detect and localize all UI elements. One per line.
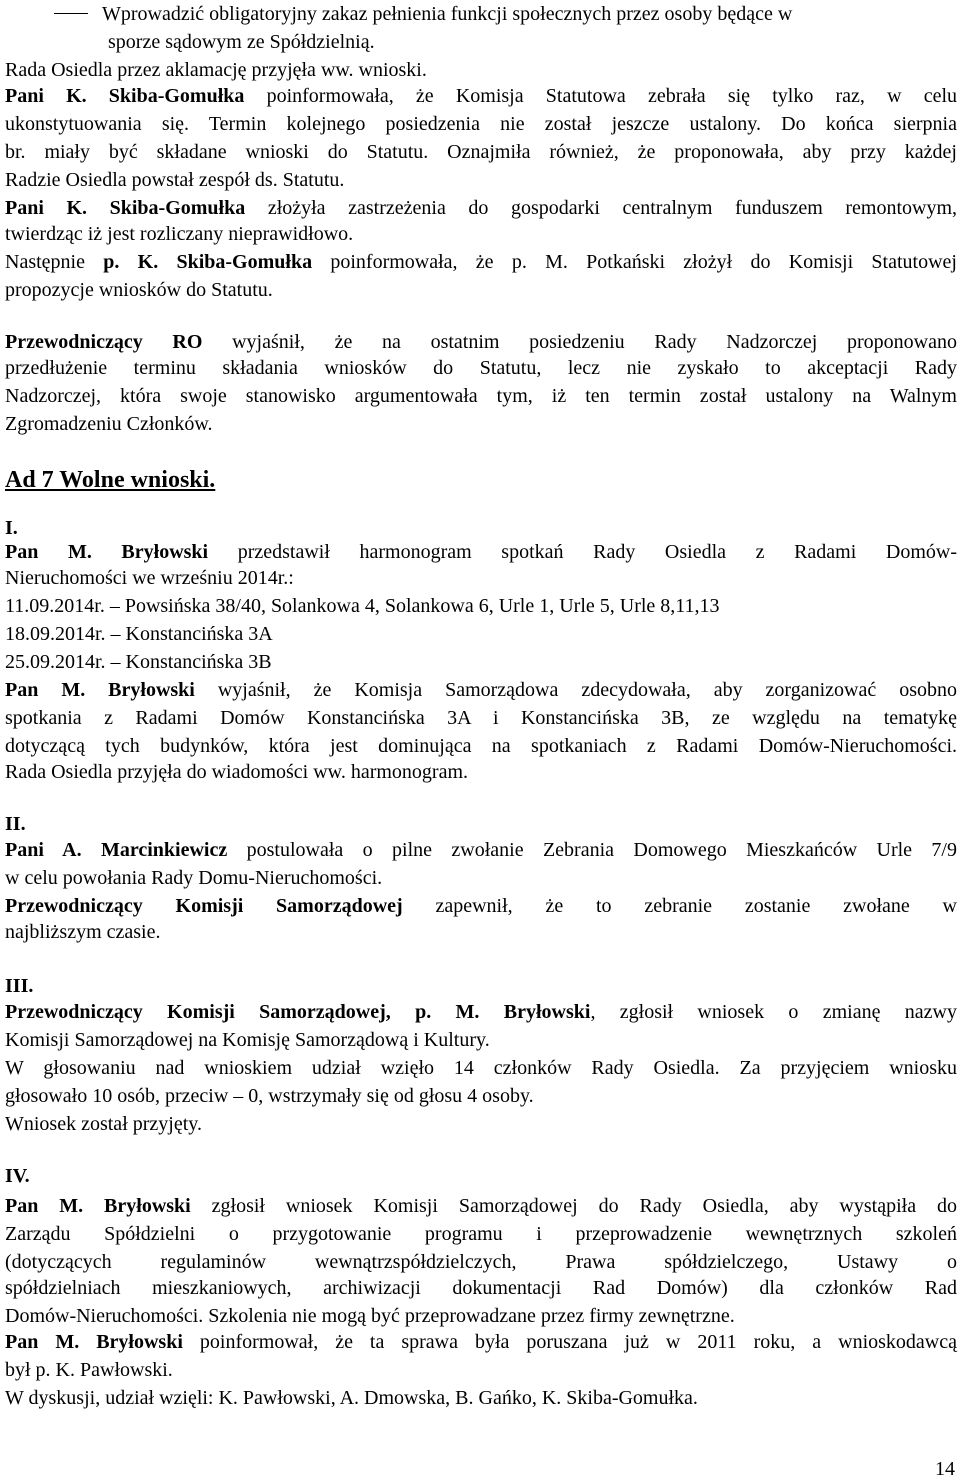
paragraph-line: (dotyczących regulaminów wewnątrzspółdzielczych, Prawa spółdzielczego, Ustawy o xyxy=(5,1251,957,1273)
paragraph-line: Nadzorczej, która swoje stanowisko argumentowała tym, iż ten termin został ustalony na Walnym xyxy=(5,385,957,407)
schedule-item: 18.09.2014r. – Konstancińska 3A xyxy=(5,623,273,645)
paragraph-line: ukonstytuowania się. Termin kolejnego posiedzenia nie został jeszcze ustalony. Do końca sierpnia xyxy=(5,113,957,135)
paragraph-line: Przewodniczący RO wyjaśnił, że na ostatnim posiedzeniu Rady Nadzorczej proponowano xyxy=(5,331,957,353)
paragraph-line: Wniosek został przyjęty. xyxy=(5,1113,202,1135)
paragraph-line: Zarządu Spółdzielni o przygotowanie programu i przeprowadzenie wewnętrznych szkoleń xyxy=(5,1223,957,1245)
list-item-dash: Wprowadzić obligatoryjny zakaz pełnienia funkcji społecznych przez osoby będące w xyxy=(5,2,957,28)
paragraph-line: Pan M. Bryłowski zgłosił wniosek Komisji Samorządowej do Rady Osiedla, aby wystąpiła do xyxy=(5,1195,957,1217)
paragraph-line: dotyczącą tych budynków, która jest dominująca na spotkaniach z Radami Domów-Nieruchomości. xyxy=(5,735,957,757)
paragraph-line: Pani A. Marcinkiewicz postulowała o pilne zwołanie Zebrania Domowego Mieszkańców Urle 7/9 xyxy=(5,839,957,861)
schedule-item: 11.09.2014r. – Powsińska 38/40, Solankowa 4, Solankowa 6, Urle 1, Urle 5, Urle 8,11,13 xyxy=(5,595,720,617)
schedule-item: 25.09.2014r. – Konstancińska 3B xyxy=(5,651,272,673)
section-number: II. xyxy=(5,813,26,835)
paragraph-line: Pani K. Skiba-Gomułka złożyła zastrzeżenia do gospodarki centralnym funduszem remontowym, xyxy=(5,197,957,219)
paragraph-line: br. miały być składane wnioski do Statutu. Oznajmiła również, że proponowała, aby przy każdej xyxy=(5,141,957,163)
paragraph-line: najbliższym czasie. xyxy=(5,921,161,943)
paragraph-line: propozycje wniosków do Statutu. xyxy=(5,279,273,301)
paragraph-line: Następnie p. K. Skiba-Gomułka poinformowała, że p. M. Potkański złożył do Komisji Statutowej xyxy=(5,251,957,273)
paragraph-line: Zgromadzeniu Członków. xyxy=(5,413,213,435)
paragraph-line: przedłużenie terminu składania wniosków do Statutu, lecz nie zyskało to akceptacji Rady xyxy=(5,357,957,379)
paragraph-line: Domów-Nieruchomości. Szkolenia nie mogą być przeprowadzane przez firmy zewnętrzne. xyxy=(5,1305,735,1327)
text-line: sporze sądowym ze Spółdzielnią. xyxy=(108,31,375,53)
paragraph-line: głosowało 10 osób, przeciw – 0, wstrzymały się od głosu 4 osoby. xyxy=(5,1085,534,1107)
paragraph-line: W głosowaniu nad wnioskiem udział wzięło 14 członków Rady Osiedla. Za przyjęciem wniosku xyxy=(5,1057,957,1079)
dash-bullet-icon xyxy=(54,13,88,14)
paragraph-line: Komisji Samorządowej na Komisję Samorządową i Kultury. xyxy=(5,1029,490,1051)
section-number: IV. xyxy=(5,1165,30,1187)
paragraph-line: Pan M. Bryłowski wyjaśnił, że Komisja Samorządowa zdecydowała, aby zorganizować osobno xyxy=(5,679,957,701)
section-number: I. xyxy=(5,517,18,539)
section-number: III. xyxy=(5,975,34,997)
paragraph-line: twierdząc iż jest rozliczany nieprawidłowo. xyxy=(5,223,354,245)
paragraph-line: Pan M. Bryłowski przedstawił harmonogram spotkań Rady Osiedla z Radami Domów- xyxy=(5,541,957,563)
paragraph-line: Przewodniczący Komisji Samorządowej zapewnił, że to zebranie zostanie zwołane w xyxy=(5,895,957,917)
paragraph-line: W dyskusji, udział wzięli: K. Pawłowski, A. Dmowska, B. Gańko, K. Skiba-Gomułka. xyxy=(5,1387,698,1409)
text-line: Rada Osiedla przez aklamację przyjęła ww. wnioski. xyxy=(5,59,427,81)
section-heading: Ad 7 Wolne wnioski. xyxy=(5,467,216,493)
paragraph-line: Rada Osiedla przyjęła do wiadomości ww. harmonogram. xyxy=(5,761,469,783)
paragraph-line: Pan M. Bryłowski poinformował, że ta sprawa była poruszana już w 2011 roku, a wnioskodawcą xyxy=(5,1331,957,1353)
paragraph-line: Nieruchomości we wrześniu 2014r.: xyxy=(5,567,294,589)
paragraph-line: był p. K. Pawłowski. xyxy=(5,1359,173,1381)
paragraph-line: Przewodniczący Komisji Samorządowej, p. M. Bryłowski, zgłosił wniosek o zmianę nazwy xyxy=(5,1001,957,1023)
paragraph-line: spółdzielniach mieszkaniowych, archiwizacji dokumentacji Rad Domów) dla członków Rad xyxy=(5,1277,957,1299)
page-number: 14 xyxy=(935,1458,955,1480)
paragraph-line: Radzie Osiedla powstał zespół ds. Statutu. xyxy=(5,169,345,191)
paragraph-line: w celu powołania Rady Domu-Nieruchomości. xyxy=(5,867,383,889)
paragraph-line: Pani K. Skiba-Gomułka poinformowała, że Komisja Statutowa zebrała się tylko raz, w celu xyxy=(5,85,958,107)
paragraph-line: spotkania z Radami Domów Konstancińska 3A i Konstancińska 3B, ze względu na tematykę xyxy=(5,707,957,729)
